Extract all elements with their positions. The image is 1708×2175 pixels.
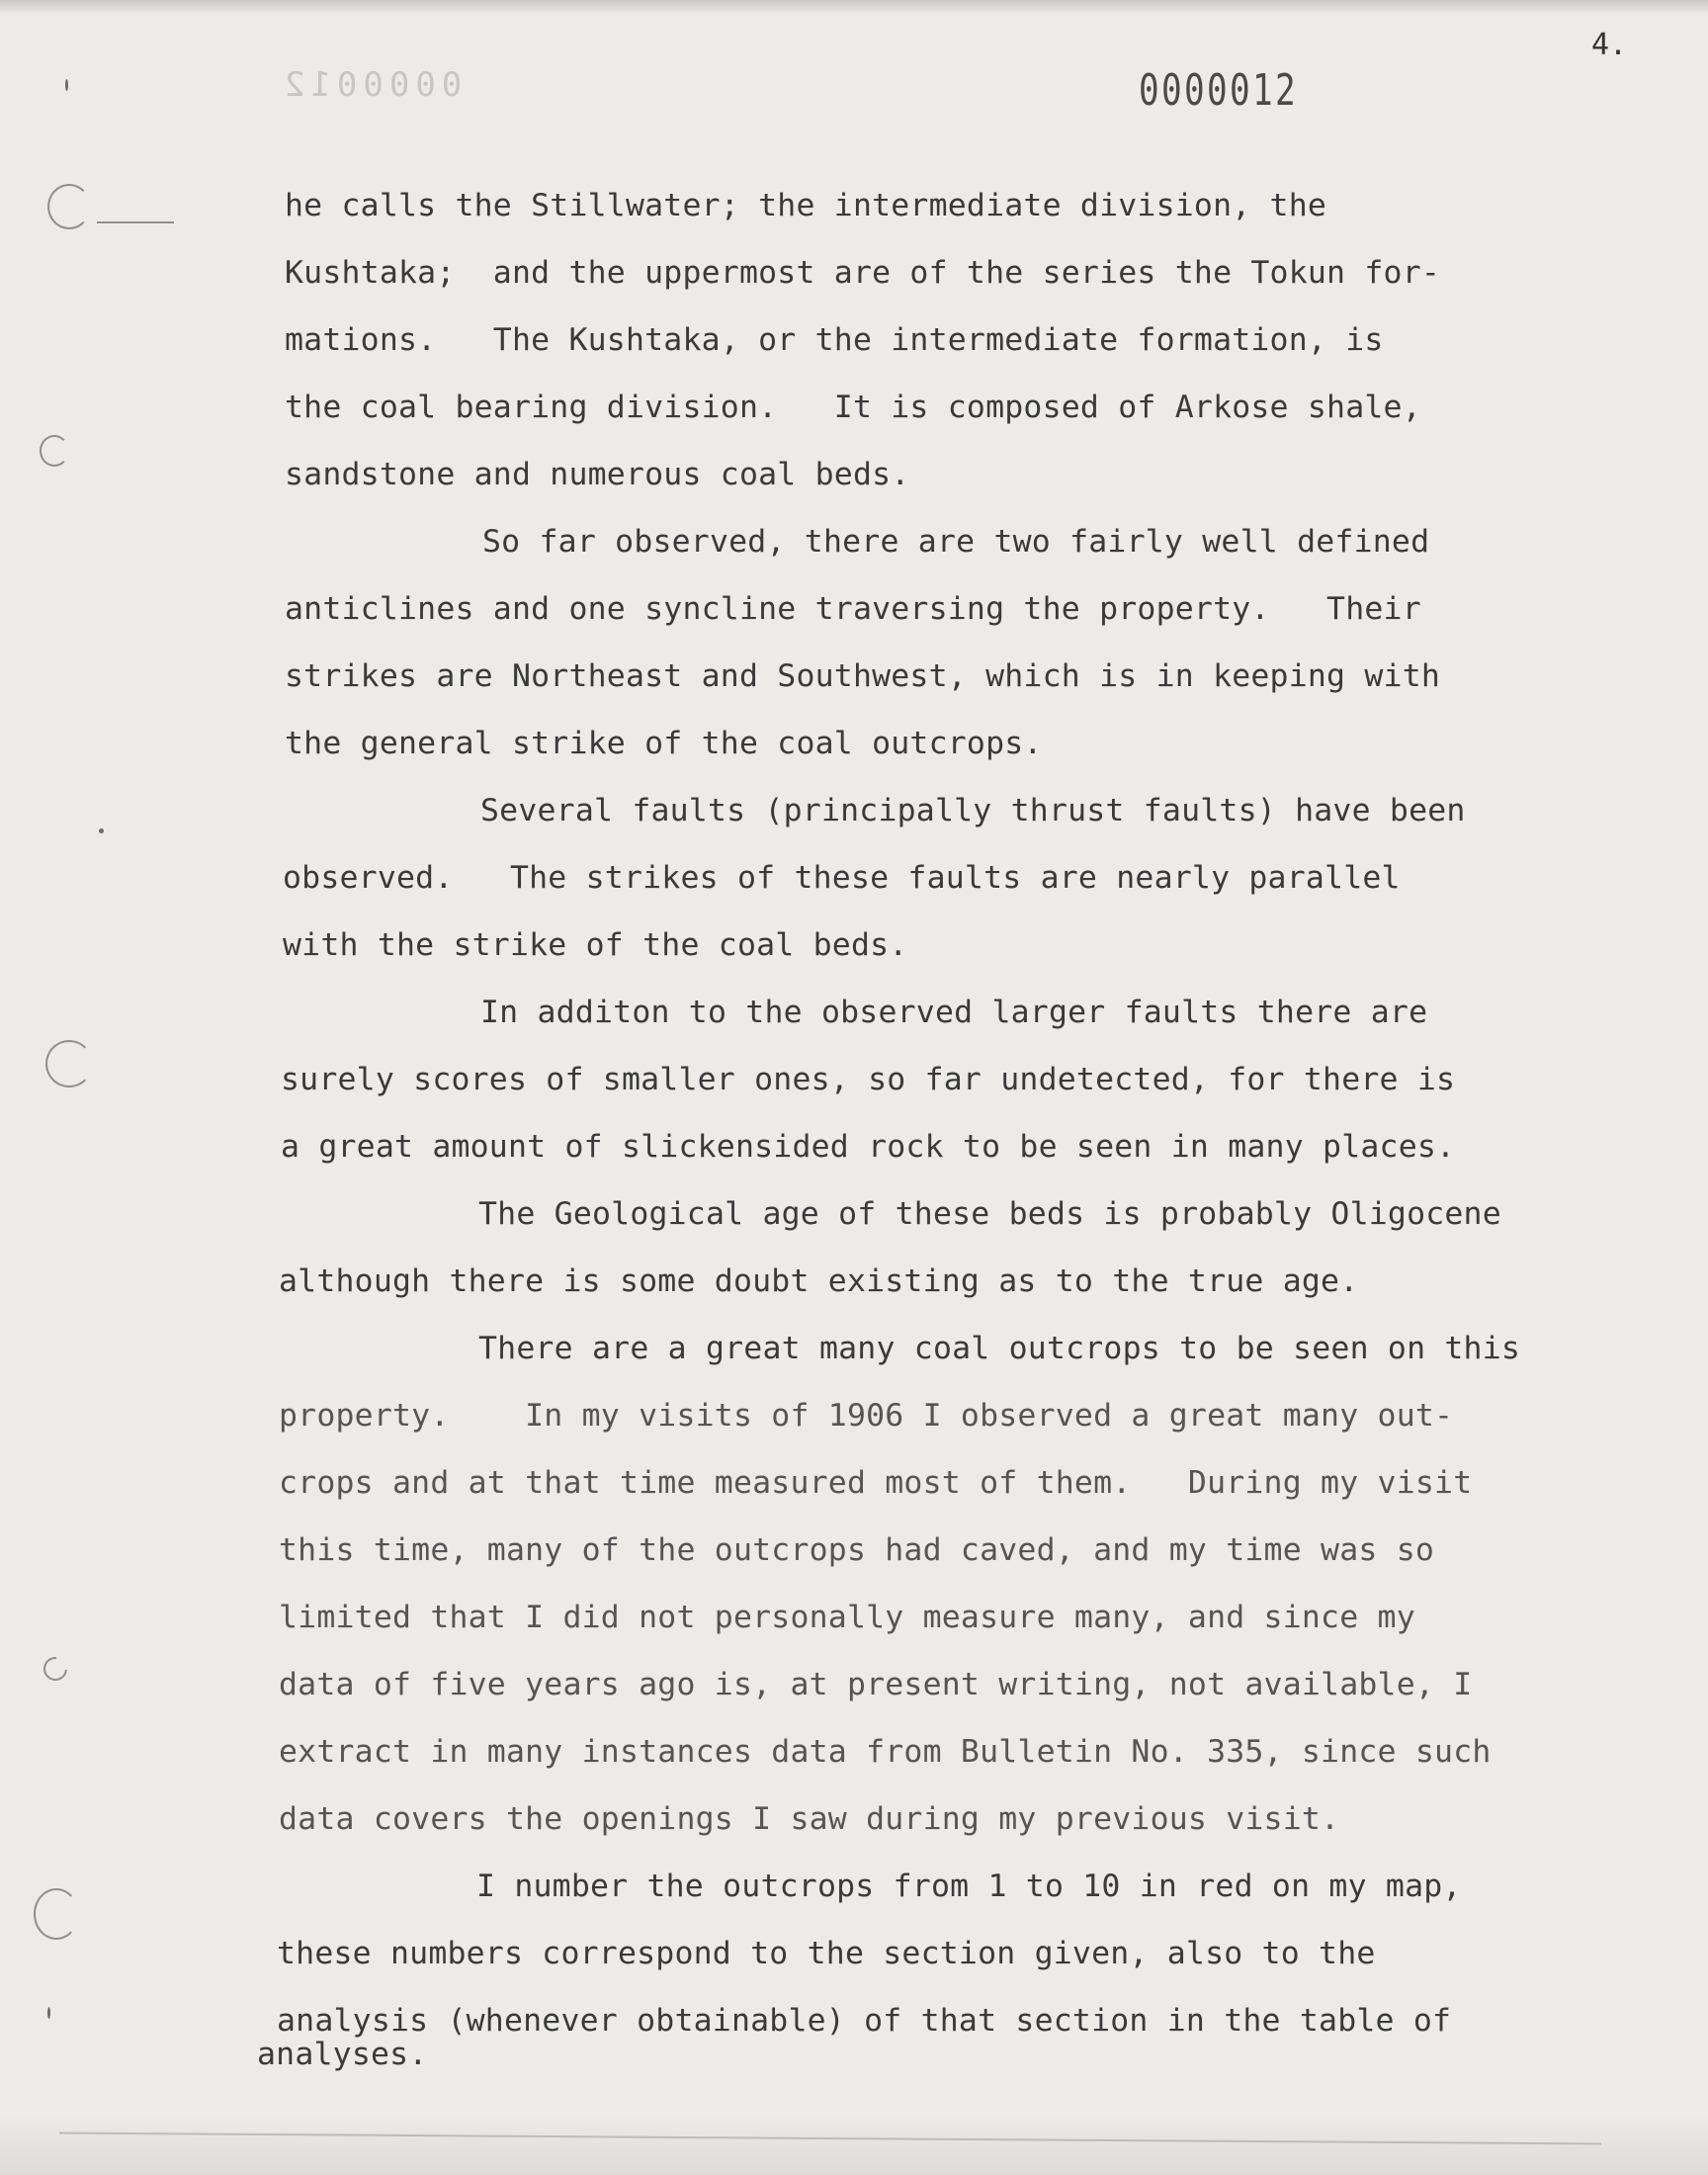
- text-line: Several faults (principally thrust faults) have been: [480, 793, 1466, 828]
- text-line: this time, many of the outcrops had caved, and my time was so: [279, 1532, 1435, 1568]
- text-line: I number the outcrops from 1 to 10 in red on my map,: [476, 1869, 1462, 1904]
- document-stamp: 0000012: [1139, 65, 1299, 116]
- punch-hole-mark: [39, 1652, 72, 1686]
- text-line: sandstone and numerous coal beds.: [285, 457, 910, 492]
- text-line: the coal bearing division. It is composed of Arkose shale,: [285, 390, 1421, 425]
- punch-hole-top: [47, 184, 91, 229]
- text-line: data of five years ago is, at present writing, not available, I: [279, 1667, 1473, 1702]
- punch-hole-small: [40, 435, 69, 467]
- bleed-through-stamp: 0000012: [279, 65, 463, 105]
- text-line: Kushtaka; and the uppermost are of the series the Tokun for-: [285, 255, 1441, 291]
- scan-bottom-edge: [0, 2116, 1708, 2175]
- text-line: the general strike of the coal outcrops.: [285, 726, 1043, 761]
- text-line: crops and at that time measured most of them. During my visit: [279, 1465, 1473, 1501]
- text-line: property. In my visits of 1906 I observed a great many out-: [279, 1398, 1454, 1434]
- text-line: surely scores of smaller ones, so far undetected, for there is: [281, 1062, 1456, 1097]
- punch-hole-bottom: [34, 1888, 79, 1940]
- text-line: There are a great many coal outcrops to be seen on this: [478, 1331, 1521, 1366]
- text-line: data covers the openings I saw during my previous visit.: [279, 1801, 1340, 1837]
- text-line: observed. The strikes of these faults are nearly parallel: [283, 860, 1401, 896]
- margin-dot: [99, 828, 104, 833]
- text-line: a great amount of slickensided rock to be seen in many places.: [281, 1129, 1456, 1165]
- page-number: 4.: [1591, 28, 1628, 62]
- text-line: analysis (whenever obtainable) of that section in the table of: [277, 2003, 1452, 2039]
- text-line: strikes are Northeast and Southwest, which is in keeping with: [285, 658, 1441, 694]
- text-line: So far observed, there are two fairly well defined: [482, 524, 1430, 560]
- text-line: anticlines and one syncline traversing the property. Their: [285, 591, 1421, 627]
- text-line: extract in many instances data from Bulletin No. 335, since such: [279, 1734, 1492, 1770]
- text-line: he calls the Stillwater; the intermediate division, the: [285, 188, 1327, 223]
- text-line: limited that I did not personally measure many, and since my: [279, 1600, 1415, 1635]
- text-line: The Geological age of these beds is probably Oligocene: [478, 1196, 1501, 1232]
- punch-hole-tab: [97, 221, 174, 223]
- text-line: these numbers correspond to the section given, also to the: [277, 1936, 1376, 1971]
- text-line: with the strike of the coal beds.: [283, 927, 908, 963]
- scan-top-edge: [0, 0, 1708, 14]
- text-line: In additon to the observed larger faults there are: [480, 995, 1428, 1030]
- margin-tick: [47, 2007, 50, 2019]
- text-line: although there is some doubt existing as to the true age.: [279, 1263, 1359, 1299]
- text-line: mations. The Kushtaka, or the intermediate formation, is: [285, 322, 1384, 358]
- punch-hole-middle: [45, 1040, 93, 1088]
- margin-tick: [65, 79, 68, 91]
- text-line: analyses.: [257, 2037, 428, 2072]
